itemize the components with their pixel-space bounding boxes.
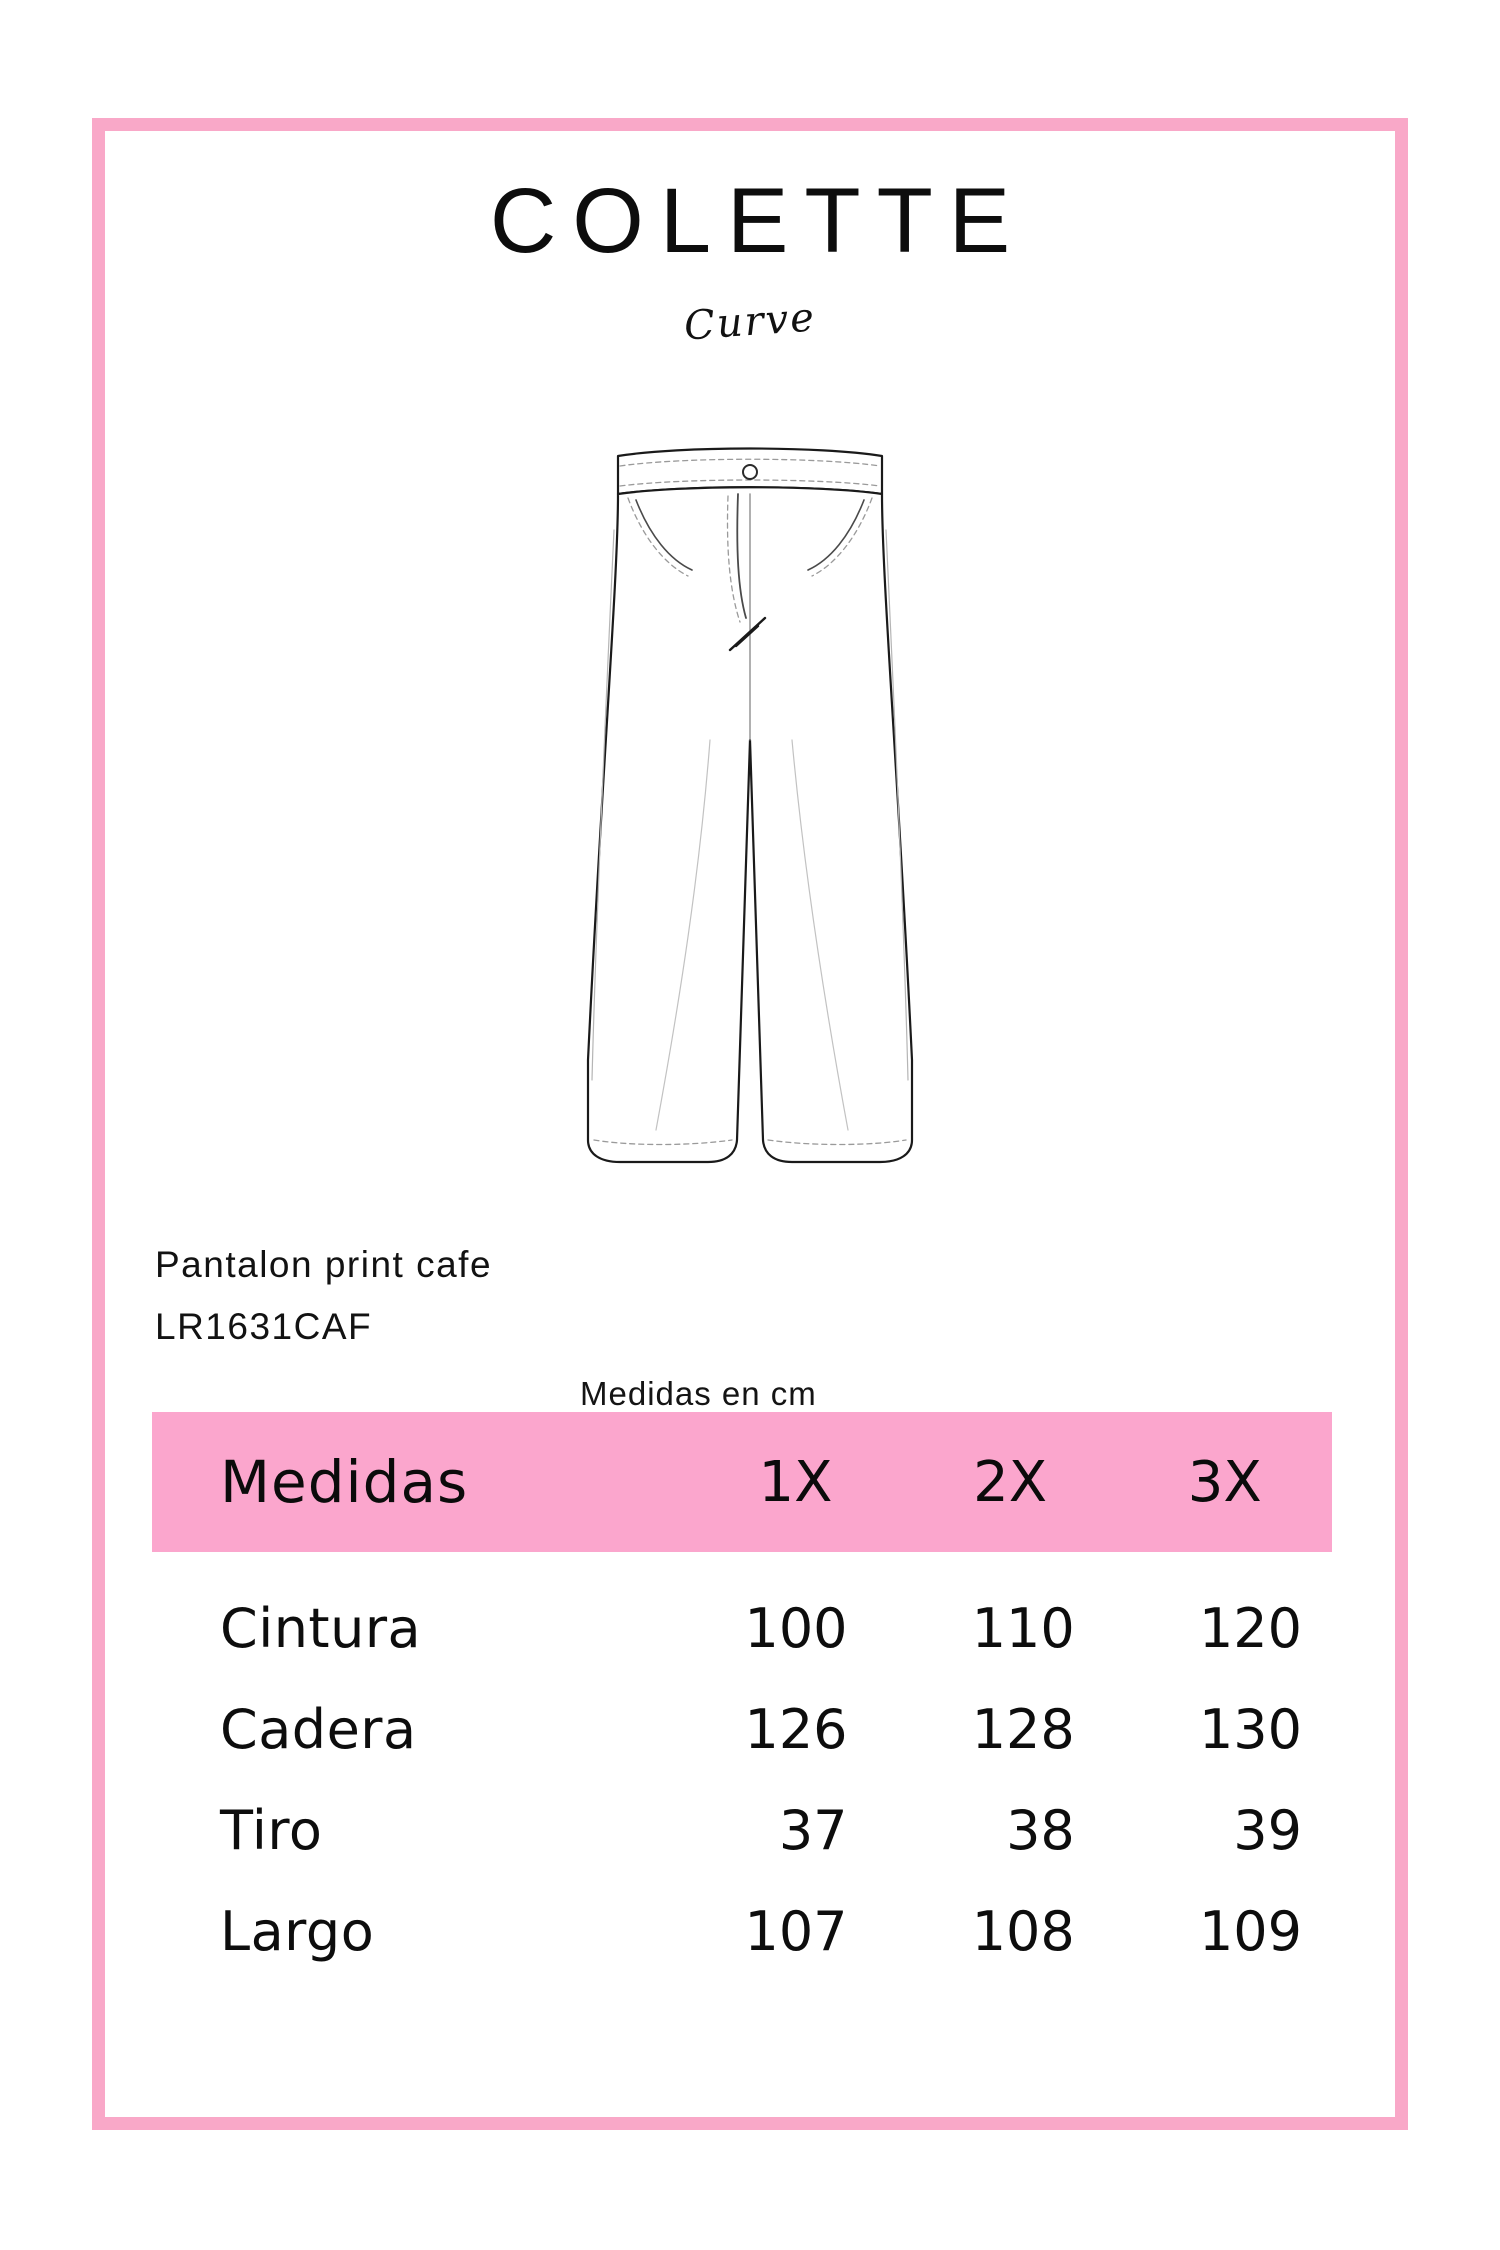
tiro-1x: 37 <box>778 1799 848 1862</box>
table-body <box>152 1552 1332 1982</box>
units-note: Medidas en cm <box>580 1375 817 1412</box>
table-row <box>152 1578 1332 1679</box>
brand-subtitle: Curve <box>682 294 818 350</box>
row-label-largo: Largo <box>220 1900 375 1963</box>
table-header-size-2x: 2X <box>973 1449 1048 1515</box>
largo-1x: 107 <box>744 1900 848 1963</box>
wide-leg-pants-icon <box>560 440 940 1200</box>
table-header-measures: Medidas <box>220 1448 469 1516</box>
tiro-3x: 39 <box>1233 1799 1303 1862</box>
brand-block <box>0 170 1500 350</box>
product-info <box>155 1240 955 1352</box>
row-label-cintura: Cintura <box>220 1597 422 1660</box>
cintura-1x: 100 <box>744 1597 848 1660</box>
product-name: Pantalon print cafe <box>155 1244 493 1285</box>
table-row <box>152 1679 1332 1780</box>
row-label-cadera: Cadera <box>220 1698 417 1761</box>
cintura-2x: 110 <box>971 1597 1075 1660</box>
cadera-3x: 130 <box>1198 1698 1303 1761</box>
cadera-1x: 126 <box>744 1698 848 1761</box>
table-row <box>152 1881 1332 1982</box>
size-table <box>152 1412 1332 1982</box>
row-label-tiro: Tiro <box>220 1799 323 1862</box>
largo-3x: 109 <box>1198 1900 1303 1963</box>
cintura-3x: 120 <box>1198 1597 1303 1660</box>
largo-2x: 108 <box>971 1900 1075 1963</box>
table-header-size-1x: 1X <box>758 1449 833 1515</box>
table-header-row <box>152 1412 1332 1552</box>
cadera-2x: 128 <box>971 1698 1075 1761</box>
tiro-2x: 38 <box>1006 1799 1075 1862</box>
table-header-size-3x: 3X <box>1187 1449 1262 1515</box>
table-row <box>152 1780 1332 1881</box>
product-code: LR1631CAF <box>155 1305 373 1347</box>
brand-name: COLETTE <box>489 170 1027 272</box>
